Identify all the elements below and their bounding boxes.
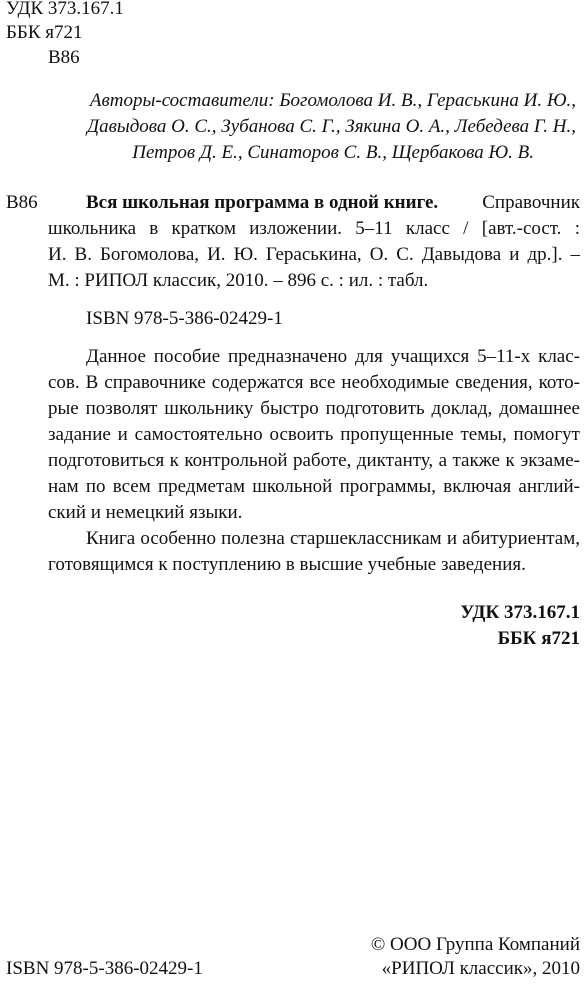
authors-line: Авторы-составители: Богомолова И. В., Гераськина И. Ю., xyxy=(89,90,576,111)
catalog-isbn: ISBN 978-5-386-02429-1 xyxy=(86,308,283,329)
annotation-line: Книга особенно полезна старшеклассникам и абитуриентам, xyxy=(86,528,580,549)
authors-line: Петров Д. Е., Синаторов С. В., Щербакова Ю. В. xyxy=(132,142,534,163)
catalog-line: И. В. Богомолова, И. Ю. Гераськина, О. С. Давыдова и др.]. – xyxy=(48,244,580,265)
annotation-line: готовящимся к поступлению в высшие учебные заведения. xyxy=(48,554,526,575)
catalog-first-line xyxy=(86,192,580,214)
header-bbk: ББК я721 xyxy=(6,22,83,43)
classification-udk: УДК 373.167.1 xyxy=(460,602,580,623)
copyright-line: «РИПОЛ классик», 2010 xyxy=(381,958,580,979)
annotation-line: рые позволят школьнику быстро подготовить доклад, домашнее xyxy=(48,398,580,419)
header-udk: УДК 373.167.1 xyxy=(6,0,124,19)
book-subtitle-start: Справочник xyxy=(482,192,580,213)
annotation-line: задание и самостоятельно освоить пропущенные темы, помогут xyxy=(48,424,580,445)
annotation-line: нам по всем предметам школьной программы, включая англий- xyxy=(48,476,580,497)
classification-bbk: ББК я721 xyxy=(497,628,580,649)
copyright-line: © ООО Группа Компаний xyxy=(370,934,580,955)
catalog-line: школьника в кратком изложении. 5–11 класс / [авт.-сост. : xyxy=(48,218,580,239)
annotation-line: Данное пособие предназначено для учащихся 5–11-х клас- xyxy=(86,346,580,367)
header-author-sign: В86 xyxy=(48,47,80,68)
annotation-line: ский и немецкий языки. xyxy=(48,502,243,523)
footer-isbn: ISBN 978-5-386-02429-1 xyxy=(6,958,203,979)
authors-line: Давыдова О. С., Зубанова С. Г., Зякина О. А., Лебедева Г. Н., xyxy=(86,116,576,137)
book-title: Вся школьная программа в одной книге. xyxy=(86,192,439,213)
annotation-line: подготовиться к контрольной работе, диктанту, а также к экзаме- xyxy=(48,450,580,471)
catalog-line: М. : РИПОЛ классик, 2010. – 896 с. : ил. : табл. xyxy=(48,270,429,291)
annotation-line: сов. В справочнике содержатся все необходимые сведения, кото- xyxy=(48,372,580,393)
catalog-sign: В86 xyxy=(6,192,38,213)
